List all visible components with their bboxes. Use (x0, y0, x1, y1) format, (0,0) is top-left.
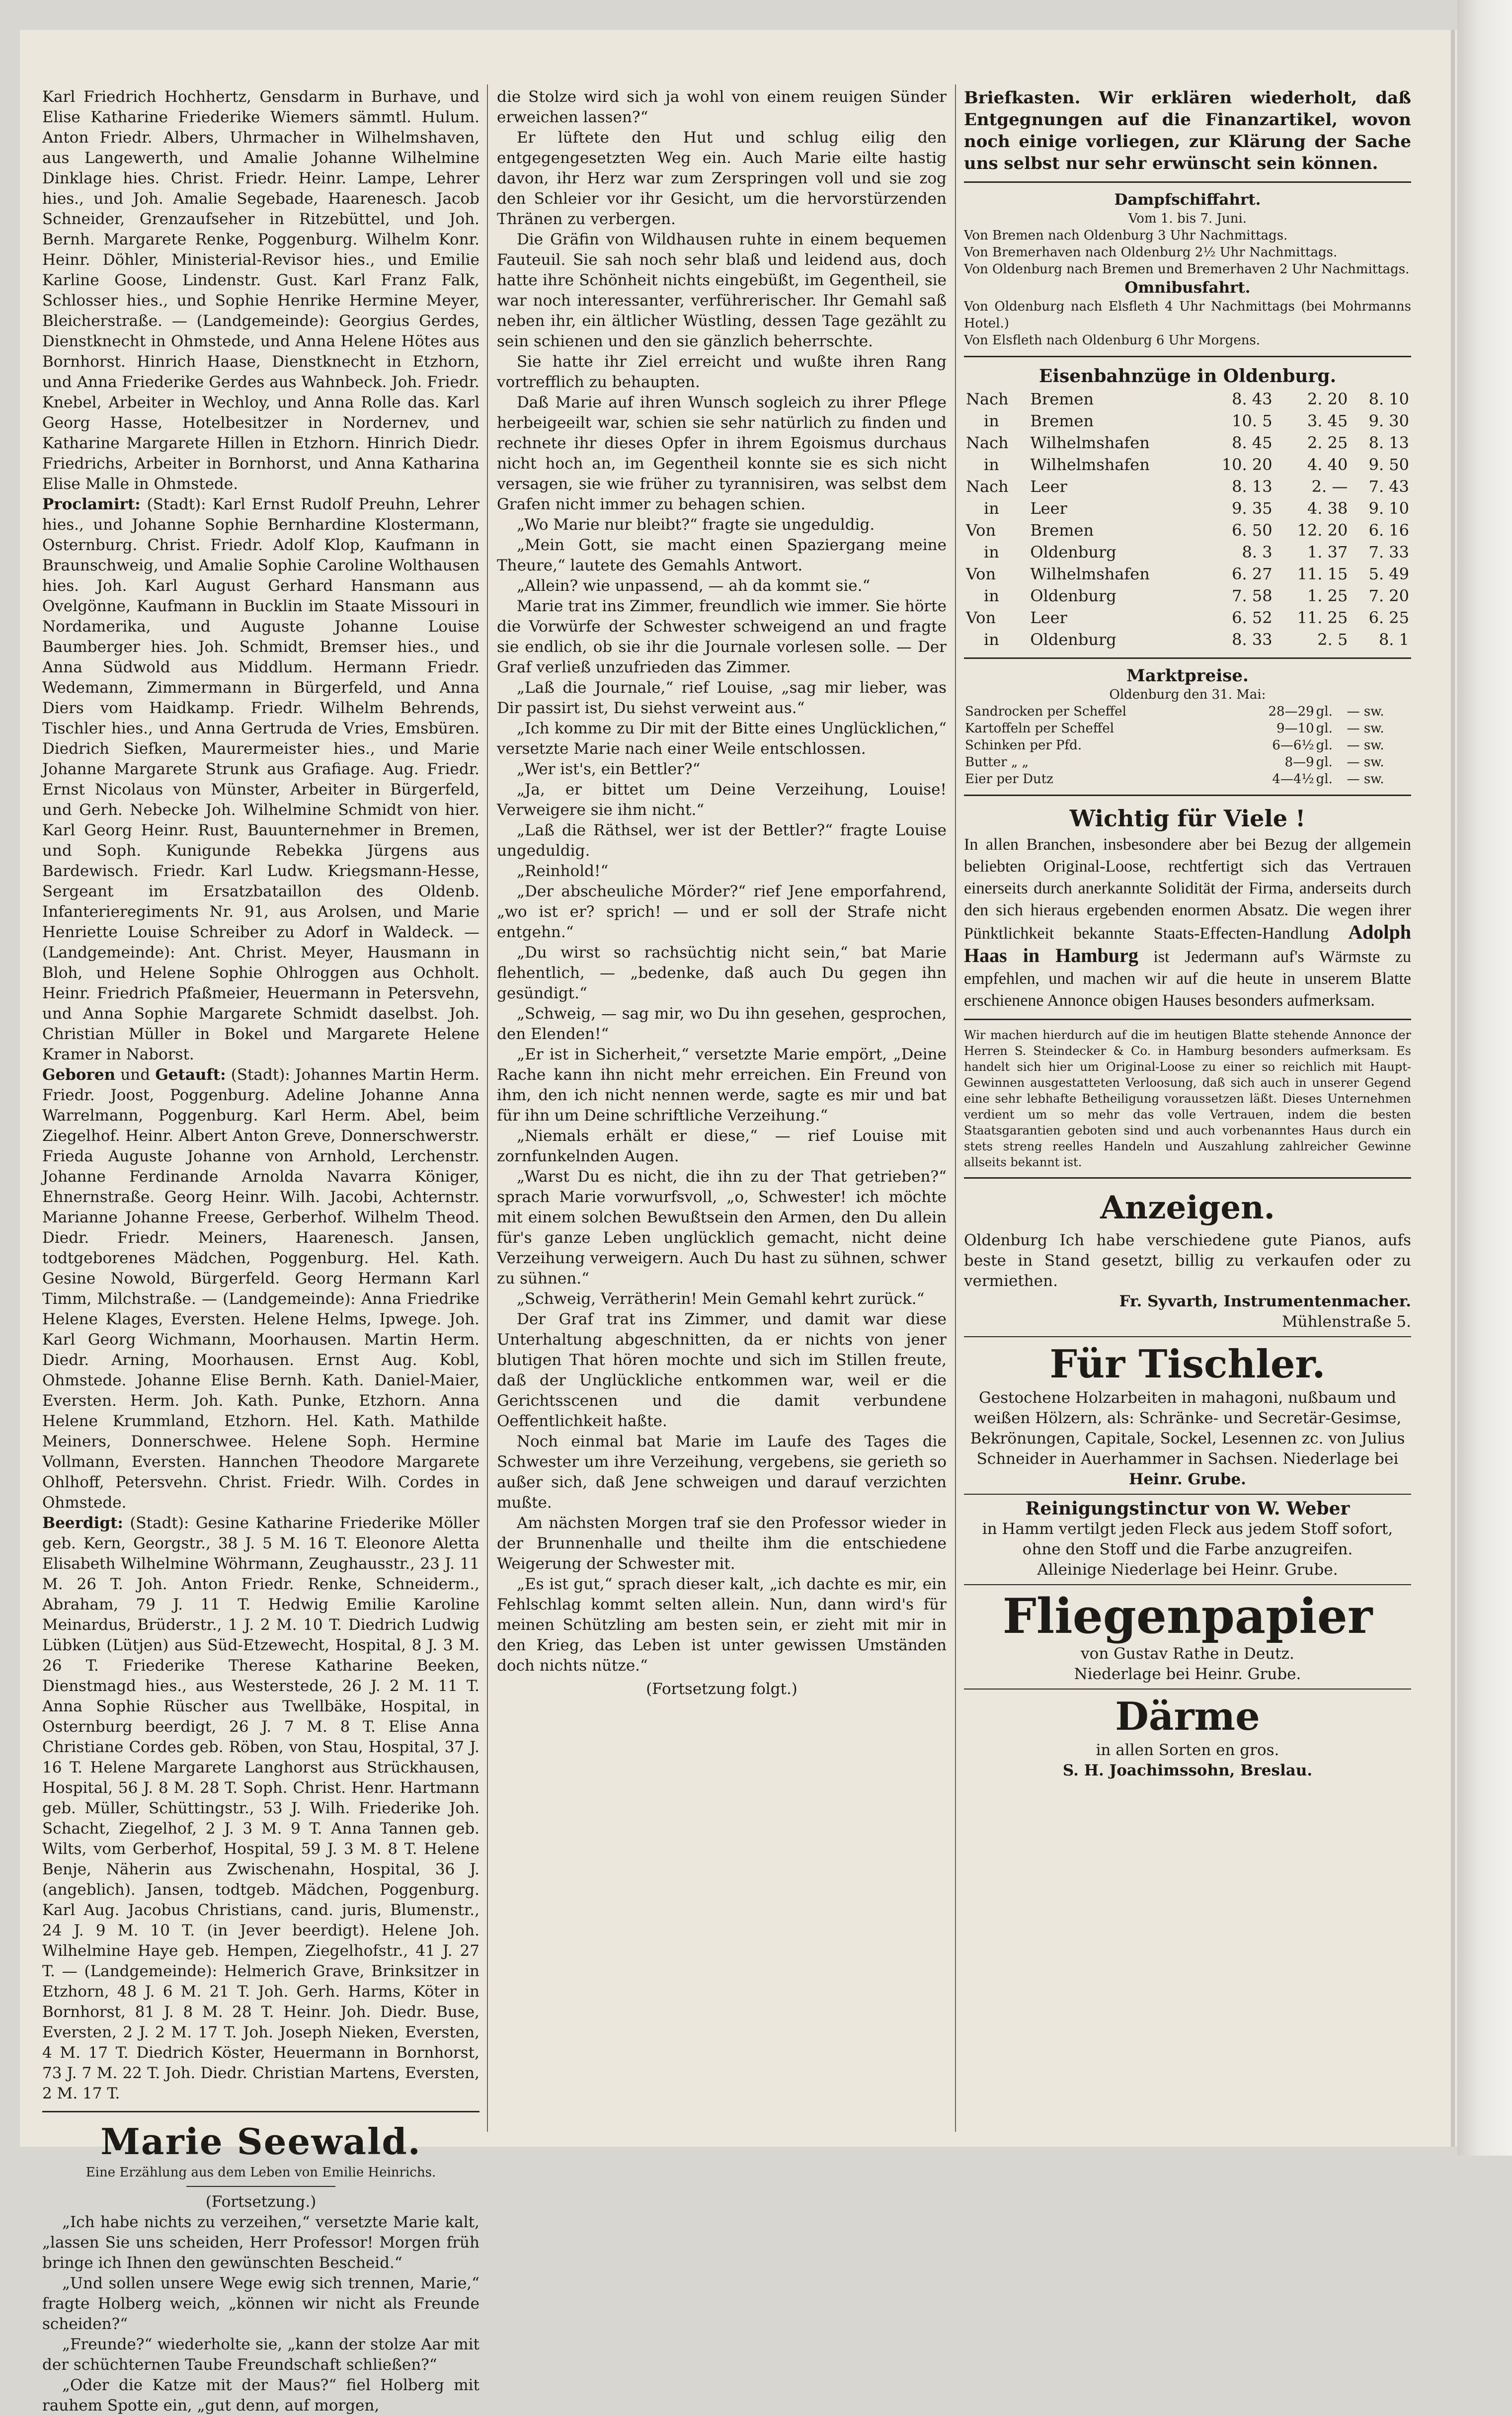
railway-cell-a: 6. 50 (1232, 521, 1273, 540)
story-paragraph: Er lüftete den Hut und schlug eilig den entgegengesetzten Weg ein. Auch Marie eilte hastig davon, ihr Herz war zum Zerspringen voll und sie zog den Schleier vor ihr Gesicht, um die hervorstürzenden Thränen zu verbergen. (497, 129, 947, 228)
railway-cell-b: 2. — (1311, 477, 1348, 496)
railway-row (964, 519, 1411, 541)
story-paragraph: Die Gräfin von Wildhausen ruhte in einem bequemen Fauteuil. Sie sah noch sehr blaß und leidend aus, doch hatte ihre Schönheit nichts eingebüßt, im Gegentheil, sie war noch interessanter, verführerischer. Ihr Gemahl saß neben ihr, ein ältlicher Wüstling, dessen Tage gezählt zu sein schienen und den sie gänzlich beherrschte. (497, 231, 947, 350)
market-cell-sw: — sw. (1347, 755, 1384, 770)
market-cell-item: Schinken per Pfd. (965, 738, 1082, 753)
railway-cell-a: 10. 20 (1221, 455, 1273, 474)
story-body (497, 87, 947, 1676)
railway-cell-place: Wilhelmshafen (1030, 455, 1150, 474)
flypaper-title: Fliegenpapier (1002, 1588, 1373, 1644)
railway-cell-pre: in (984, 455, 999, 474)
births (42, 1065, 479, 1513)
important-tail: ist Jedermann auf's Wärmste zu empfehlen, und machen wir auf die heute in unserem Blatte erschienene Annonce obigen Hauses besonders aufmerksam. (964, 948, 1412, 1010)
railway-cell-c: 6. 25 (1368, 608, 1409, 627)
railway-row (964, 629, 1411, 650)
editorial-notice: Wir machen hierdurch auf die im heutigen Blatte stehende Annonce der Herren S. Steindecker & Co. in Hamburg besonders aufmerksam. Es handelt sich hier um Original-Loose zu einer so reichlich mit Haupt-Gewinnen ausgestatteten Verloosung, daß sich auch in unserer Gegend eine sehr lebhafte Betheiligung voraussetzen läßt. Dieses Unternehmen verdient um so mehr das volle Vertrauen, indem die besten Staatsgarantien geboten sind und auch vorbenanntes Haus durch ein stets streng reelles Handeln und Auszahlung zahlreicher Gewinne allseits bekannt ist. (964, 1028, 1411, 1169)
important-body: In allen Branchen, insbesondere aber bei Bezug der allgemein beliebten Original-Loose, rechtfertigt sich das Vertrauen einerseits durch anerkannte Solidität der Firma, anderseits durch den sich hieraus ergebenden enormen Absatz. Die wegen ihrer Pünktlichkeit bekannte Staats-Effecten-Handlung (964, 835, 1411, 943)
railway-row (964, 585, 1411, 607)
railway-row (964, 410, 1411, 432)
story-paragraph: Noch einmal bat Marie im Laufe des Tages die Schwester um ihre Verzeihung, vergebens, sie gerieth so außer sich, daß Jene schweigen und darauf verzichten mußte. (497, 1433, 947, 1512)
market-row (964, 720, 1411, 737)
railway-cell-b: 3. 45 (1307, 411, 1348, 430)
carpenters-text: Gestochene Holzarbeiten in mahagoni, nußbaum und weißen Hölzern, als: Schränke- und Secretär-Gesimse, Bekrönungen, Capitale, Sockel, Lesennen zc. von Julius Schneider in Auerhammer in Sachsen. Niederlage bei (970, 1389, 1405, 1468)
births-label: Geboren (42, 1066, 116, 1084)
railway-cell-place: Wilhelmshafen (1030, 564, 1150, 583)
divider (42, 2111, 479, 2112)
pianos-ad: Oldenburg Ich habe verschiedene gute Pianos, aufs beste in Stand gesetzt, billig zu verkaufen oder zu vermiethen. (964, 1231, 1411, 1290)
market-row (964, 771, 1411, 788)
market-date: Oldenburg den 31. Mai: (1109, 687, 1266, 702)
market-cell-price: 6—6½ (1272, 738, 1314, 753)
story-paragraph: „Ja, er bittet um Deine Verzeihung, Louise! Verweigere sie ihm nicht.“ (497, 781, 947, 819)
baptisms-label: Getauft: (155, 1066, 226, 1084)
births-text: (Stadt): Johannes Martin Herm. Friedr. Joost, Poggenburg. Adeline Johanne Anna Warrelmann, Poggenburg. Karl Herm. Abel, beim Ziegelhof. Heinr. Albert Anton Greve, Donnerschwerstr. Frieda Auguste Johanne von Arnhold, Lerchenstr. Johanne Ferdinande Arnolda Navarra Königer, Ehnernstraße. Georg Heinr. Wilh. Jacobi, Achternstr. Marianne Johanne Freese, Gerberhof. Wilhelm Theod. Diedr. Friedr. Meiners, Haarenesch. Jansen, todtgeborenes Mädchen, Poggenburg. Hel. Kath. Gesine Nowold, Bürgerfeld. Georg Hermann Karl Timm, Milchstraße. — (Landgemeinde): Anna Friedrike Helene Klages, Eversten. Helene Helms, Ipwege. Joh. Karl Georg Wichmann, Moorhausen. Martin Herm. Diedr. Arning, Moorhausen. Ernst Aug. Kobl, Ohmstede. Johanne Elise Bernh. Kath. Daniel-Maier, Eversten. Herm. Joh. Kath. Punke, Etzhorn. Anna Helene Krummland, Etzhorn. Hel. Kath. Mathilde Meiners, Donnerschwee. Helene Soph. Hermine Vollmann, Eversten. Hannchen Theodore Margarete Ohlhoff, Petersvehn. Christ. Friedr. Wilh. Cordes in Ohmstede. (42, 1066, 479, 1512)
pianos-signature: Fr. Syvarth, Instrumentenmacher. (1119, 1292, 1411, 1310)
railway-row (964, 541, 1411, 563)
railway-row (964, 454, 1411, 476)
market-prices (964, 703, 1411, 788)
story-paragraph: Der Graf trat ins Zimmer, und damit war diese Unterhaltung abgeschnitten, da er nichts von jener blutigen That hören mochte und sich im Stillen freute, daß der Unglückliche entkommen war, weil er die Gerichtsscenen und die damit verbundene Oeffentlichkeit haßte. (497, 1310, 947, 1430)
burials-label: Beerdigt: (42, 1514, 123, 1532)
column-civil-register (42, 87, 480, 2415)
railway-cell-a: 6. 52 (1232, 608, 1273, 627)
railway-cell-b: 11. 15 (1297, 564, 1348, 583)
railway-cell-a: 8. 33 (1232, 630, 1273, 649)
railway-cell-a: 6. 27 (1232, 564, 1273, 583)
story-paragraph: „Mein Gott, sie macht einen Spaziergang meine Theure,“ lautete des Gemahls Antwort. (497, 536, 947, 574)
steamship-line: Von Bremen nach Oldenburg 3 Uhr Nachmittags. (964, 228, 1288, 243)
railway-cell-b: 4. 40 (1307, 455, 1348, 474)
railway-cell-c: 9. 50 (1368, 455, 1409, 474)
column-rule-2 (955, 84, 956, 2132)
railway-cell-c: 9. 30 (1368, 411, 1409, 430)
story-paragraph: Marie trat ins Zimmer, freundlich wie immer. Sie hörte die Vorwürfe der Schwester schweigend an und fragte sie endlich, ob sie ihr die Journale vorlesen solle. — Der Graf verließ unzufrieden das Zimmer. (497, 597, 947, 676)
column-rule-1 (487, 84, 488, 2132)
cleaner-signature: Alleinige Niederlage bei Heinr. Grube. (1037, 1561, 1338, 1579)
story-paragraph: „Wo Marie nur bleibt?“ fragte sie ungeduldig. (517, 516, 875, 534)
story-paragraph: „Allein? wie unpassend, — ah da kommt sie.“ (517, 577, 871, 595)
market-row (964, 754, 1411, 771)
proclamations-text: (Stadt): Karl Ernst Rudolf Preuhn, Lehrer hies., und Johanne Sophie Bernhardine Klostermann, Osternburg. Christ. Friedr. Adolf Klop, Kaufmann in Braunschweig, und Amalie Sophie Caroline Wolthausen hies. Joh. Karl August Gerhard Hansmann aus Ovelgönne, Kaufmann in Bucklin im Staate Missouri in Nordamerika, und Auguste Johanne Louise Baumberger hies. Joh. Schmidt, Bremser hies., und Anna Südwold aus Middlum. Hermann Friedr. Wedemann, Zimmermann in Bürgerfeld, und Anna Diers vom Haidkamp. Friedr. Wilhelm Behrends, Tischler hies., und Anna Gertruda de Vries, Emsbüren. Diedrich Siefken, Maurermeister hies., und Marie Johanne Margarete Strunk aus Grafiage. Aug. Friedr. Ernst Nicolaus von Münster, Arbeiter in Bürgerfeld, und Gerh. Nebecke Joh. Wilhelmine Schmidt von hier. Karl Georg Heinr. Rust, Bauunternehmer in Bremen, und Soph. Kunigunde Rebekka Jürgens aus Bardewisch. Friedr. Karl Ludw. Kriegsmann-Hesse, Sergeant im Ersatzbataillon des Oldenb. Infanterieregiments Nr. 91, aus Arolsen, und Marie Henriette Louise Schreiber zu Adorf in Waldeck. — (Landgemeinde): Ant. Christ. Meyer, Hausmann in Bloh, und Helene Sophie Ohlroggen aus Ochholt. Heinr. Friedrich Pfaßmeier, Heuermann in Petersvehn, und Anna Sophie Margarete Schmidt daselbst. Joh. Christian Müller in Bokel und Margarete Helene Kramer in Naborst. (42, 495, 479, 1063)
railway-cell-place: Leer (1030, 477, 1067, 496)
cleaner-title: Reinigungstinctur von W. Weber (1025, 1498, 1350, 1519)
railway-cell-place: Bremen (1030, 411, 1094, 430)
market-title: Marktpreise. (1126, 666, 1249, 686)
carpenters-title: Für Tischler. (1049, 1342, 1326, 1387)
railway-cell-c: 8. 1 (1378, 630, 1409, 649)
railway-cell-pre: Von (966, 521, 996, 540)
railway-row (964, 476, 1411, 497)
railway-cell-b: 11. 25 (1297, 608, 1348, 627)
railway-cell-b: 2. 5 (1317, 630, 1348, 649)
market-cell-sw: — sw. (1347, 721, 1384, 736)
important-title: Wichtig für Viele ! (1069, 805, 1306, 832)
railway-row (964, 607, 1411, 629)
story-subtitle: Eine Erzählung aus dem Leben von Emilie Heinrichs. (85, 2165, 436, 2180)
railway-cell-b: 2. 20 (1307, 390, 1348, 408)
railway-cell-c: 7. 33 (1368, 543, 1409, 562)
story-paragraph: die Stolze wird sich ja wohl von einem reuigen Sünder erweichen lassen?“ (497, 88, 947, 126)
story-paragraph: „Oder die Katze mit der Maus?“ fiel Holberg mit rauhem Spotte ein, „gut denn, auf morgen, (42, 2376, 479, 2415)
railway-cell-c: 6. 16 (1368, 521, 1409, 540)
story-paragraph: „Warst Du es nicht, die ihn zu der That getrieben?“ sprach Marie vorwurfsvoll, „o, Schwester! ich möchte mit einem solchen Bewußtsein den Armen, den Du allein für's ganze Leben unglücklich gemacht, nicht deine Verzeihung verweigern. Auch Du hast zu sühnen, schwer zu sühnen.“ (497, 1168, 947, 1288)
market-cell-price: 28—29 (1268, 704, 1314, 719)
railway-row (964, 563, 1411, 585)
story-paragraph: „Wer ist's, ein Bettler?“ (517, 760, 701, 778)
railway-title: Eisenbahnzüge in Oldenburg. (1038, 366, 1337, 387)
story-paragraph: „Er ist in Sicherheit,“ versetzte Marie empört, „Deine Rache kann ihn nicht mehr erreichen. Ein Freund von ihm, den ich nicht nennen werde, sagte es mir und bat für ihn um Deine schriftliche Verzeihung.“ (497, 1046, 947, 1125)
market-cell-price: 8—9 (1284, 755, 1314, 770)
railway-cell-b: 12. 20 (1297, 521, 1348, 540)
divider (964, 181, 1411, 183)
market-cell-sw: — sw. (1347, 772, 1384, 787)
railway-cell-pre: in (984, 586, 999, 605)
railway-cell-b: 2. 25 (1307, 433, 1348, 452)
railway-cell-pre: in (984, 630, 999, 649)
railway-cell-a: 8. 13 (1232, 477, 1273, 496)
letterbox-text: Wir erklären wiederholt, daß Entgegnungen auf die Finanzartikel, wovon noch einige vorliegen, zur Klärung der Sache uns selbst nur sehr erwünscht sein können. (964, 88, 1411, 173)
railway-cell-a: 8. 43 (1232, 390, 1273, 408)
market-cell-sw: — sw. (1347, 738, 1384, 753)
railway-cell-c: 8. 13 (1368, 433, 1409, 452)
omnibus-line: Von Oldenburg nach Elsfleth 4 Uhr Nachmittags (bei Mohrmanns Hotel.) (964, 299, 1411, 331)
pianos-address: Mühlenstraße 5. (1281, 1313, 1411, 1331)
railway-cell-place: Bremen (1030, 521, 1094, 540)
burials-text: (Stadt): Gesine Katharine Friederike Möller geb. Kern, Georgstr., 38 J. 5 M. 16 T. Eleonore Aletta Elisabeth Wilhelmine Wöhrmann, Zeughausstr., 23 J. 11 M. 26 T. Joh. Anton Friedr. Renke, Schneiderm., Abraham, 79 J. 11 T. Hedwig Emilie Karoline Meinardus, Brüderstr., 1 J. 2 M. 10 T. Diedrich Ludwig Lübken (Lütjen) aus Süd-Etzewecht, Hospital, 8 J. 3 M. 26 T. Friederike Therese Katharine Beeken, Dienstmagd hies., aus Westerstede, 26 J. 2 M. 11 T. Anna Sophie Rüscher aus Twellbäke, Hospital, in Osternburg beerdigt, 26 J. 7 M. 8 T. Elise Anna Christiane Cordes geb. Röben, von Stau, Hospital, 37 J. 16 T. Helene Margarete Langhorst aus Strückhausen, Hospital, 56 J. 8 M. 28 T. Soph. Christ. Henr. Hartmann geb. Müller, Schüttingstr., 53 J. Wilh. Friederike Joh. Schacht, Ziegelhof, 2 J. 3 M. 9 T. Anna Tannen geb. Wilts, vom Gerberhof, Hospital, 59 J. 3 M. 8 T. Helene Benje, Näherin aus Zwischenahn, Hospital, 36 J. (angeblich). Jansen, todtgeb. Mädchen, Poggenburg. Karl Aug. Jacobus Christians, cand. juris, Blumenstr., 24 J. 9 M. 10 T. (in Jever beerdigt). Helene Joh. Wilhelmine Haye geb. Hempen, Ziegelhofstr., 41 J. 27 T. — (Landgemeinde): Helmerich Grave, Brinksitzer in Etzhorn, 48 J. 6 M. 21 T. Joh. Gerh. Harms, Köter in Bornhorst, 81 J. 8 M. 28 T. Heinr. Joh. Diedr. Buse, Eversten, 2 J. 2 M. 17 T. Joh. Joseph Nieken, Eversten, 4 M. 17 T. Diedrich Köster, Heuermann in Bornhorst, 73 J. 7 M. 22 T. Joh. Diedr. Christian Martens, Eversten, 2 M. 17 T. (42, 1514, 480, 2102)
divider (964, 1494, 1411, 1495)
market-cell-unit: gl. (1316, 755, 1333, 770)
railway-timetable (964, 388, 1411, 650)
proclamations (42, 494, 479, 1065)
story-paragraph: „Schweig, Verrätherin! Mein Gemahl kehrt zurück.“ (517, 1290, 925, 1308)
story-paragraph: „Schweig, — sag mir, wo Du ihn gesehen, gesprochen, den Elenden!“ (497, 1005, 947, 1043)
short-divider (186, 2186, 335, 2187)
story-paragraph: „Freunde?“ wiederholte sie, „kann der stolze Aar mit der schüchternen Taube Freundschaft schließen?“ (42, 2335, 479, 2374)
flypaper-signature: Niederlage bei Heinr. Grube. (1074, 1665, 1301, 1683)
casings-title: Därme (1115, 1694, 1260, 1739)
story-paragraph: „Du wirst so rachsüchtig nicht sein,“ bat Marie flehentlich, — „bedenke, daß auch Du gegen ihn gesündigt.“ (497, 944, 947, 1002)
market-cell-item: Eier per Dutz (965, 772, 1053, 787)
railway-cell-pre: in (984, 499, 999, 518)
important-firm: Adolph Haas in Hamburg (964, 921, 1412, 966)
railway-cell-b: 4. 38 (1307, 499, 1348, 518)
railway-cell-place: Oldenburg (1030, 586, 1116, 605)
railway-cell-c: 8. 10 (1368, 390, 1409, 408)
steamship-line: Von Oldenburg nach Bremen und Bremerhaven 2 Uhr Nachmittags. (964, 262, 1410, 277)
column-story (497, 87, 947, 2139)
story-continuation: (Fortsetzung.) (205, 2193, 317, 2211)
railway-cell-a: 7. 58 (1232, 586, 1273, 605)
divider (964, 1584, 1411, 1585)
railway-cell-pre: Nach (966, 390, 1009, 408)
story-paragraph: „Und sollen unsere Wege ewig sich trennen, Marie,“ fragte Holberg weich, „können wir nicht als Freunde scheiden?“ (42, 2274, 479, 2333)
ads-title: Anzeigen. (1100, 1189, 1275, 1226)
market-cell-unit: gl. (1316, 738, 1333, 753)
market-cell-price: 9—10 (1276, 721, 1314, 736)
burials (42, 1513, 479, 2104)
divider (964, 1019, 1411, 1020)
story-paragraph: „Ich habe nichts zu verzeihen,“ versetzte Marie kalt, „lassen Sie uns scheiden, Herr Professor! Morgen früh bringe ich Ihnen den gewünschten Bescheid.“ (42, 2213, 479, 2272)
omnibus-line: Von Elsfleth nach Oldenburg 6 Uhr Morgens. (964, 333, 1261, 348)
railway-cell-pre: Von (966, 608, 996, 627)
market-cell-item: Butter „ „ (965, 755, 1029, 770)
railway-cell-place: Bremen (1030, 390, 1094, 408)
railway-cell-c: 7. 43 (1368, 477, 1409, 496)
railway-cell-c: 7. 20 (1368, 586, 1409, 605)
divider (964, 1177, 1411, 1179)
steamship-dates: Vom 1. bis 7. Juni. (1128, 211, 1247, 226)
story-to-be-continued: (Fortsetzung folgt.) (646, 1680, 797, 1698)
births-and: und (120, 1066, 151, 1084)
railway-row (964, 388, 1411, 410)
casings-signature: S. H. Joachimssohn, Breslau. (1062, 1762, 1313, 1779)
omnibus-title: Omnibusfahrt. (1124, 279, 1251, 297)
story-paragraph: „Es ist gut,“ sprach dieser kalt, „ich dachte es mir, ein Fehlschlag kommt selten allein. Nun, dann wird's für meinen Schützling am besten sein, er zieht mit mir in den Krieg, das Leben ist unter gewissen Umständen doch nichts nütze.“ (497, 1575, 947, 1675)
railway-cell-a: 10. 5 (1232, 411, 1273, 430)
railway-cell-pre: Von (966, 564, 996, 583)
important-text (964, 834, 1411, 1012)
casings-text: in allen Sorten en gros. (1096, 1741, 1279, 1759)
railway-cell-b: 1. 37 (1307, 543, 1348, 562)
railway-cell-c: 5. 49 (1368, 564, 1409, 583)
market-cell-unit: gl. (1316, 704, 1333, 719)
railway-cell-pre: Nach (966, 433, 1009, 452)
market-cell-price: 4—4½ (1272, 772, 1314, 787)
railway-row (964, 497, 1411, 519)
story-paragraph: „Ich komme zu Dir mit der Bitte eines Unglücklichen,“ versetzte Marie nach einer Weile entschlossen. (497, 720, 947, 758)
story-paragraph: Am nächsten Morgen traf sie den Professor wieder in der Brunnenhalle und theilte ihm die entschiedene Weigerung der Schwester mit. (497, 1514, 947, 1573)
market-row (964, 703, 1411, 720)
railway-cell-pre: in (984, 411, 999, 430)
story-title: Marie Seewald. (100, 2120, 421, 2163)
railway-cell-a: 8. 45 (1232, 433, 1273, 452)
story-paragraph: „Laß die Räthsel, wer ist der Bettler?“ fragte Louise ungeduldig. (497, 821, 947, 860)
market-row (964, 737, 1411, 754)
railway-cell-place: Wilhelmshafen (1030, 433, 1150, 452)
railway-cell-place: Oldenburg (1030, 543, 1116, 562)
railway-cell-place: Leer (1030, 499, 1067, 518)
story-paragraph: „Reinhold!“ (517, 862, 609, 880)
carpenters-signature: Heinr. Grube. (1129, 1470, 1246, 1488)
railway-cell-c: 9. 10 (1368, 499, 1409, 518)
divider (964, 356, 1411, 357)
market-cell-sw: — sw. (1347, 704, 1384, 719)
divider (964, 1336, 1411, 1337)
railway-cell-place: Leer (1030, 608, 1067, 627)
marriages-intro: Karl Friedrich Hochhertz, Gensdarm in Burhave, und Elise Katharine Friederike Wiemers sämmtl. Hulum. Anton Friedr. Albers, Uhrmacher in Wilhelmshaven, aus Langewerth, und Amalie Johanne Wilhelmine Dinklage hies. Christ. Friedr. Heinr. Lampe, Lehrer hies., und Joh. Amalie Segebade, Haarenesch. Jacob Schneider, Grenzaufseher in Ritzebüttel, und Joh. Bernh. Margarete Renke, Poggenburg. Wilhelm Konr. Heinr. Döhler, Ministerial-Revisor hies., und Emilie Karline Goose, Lindenstr. Gust. Karl Franz Falk, Schlosser hies., und Sophie Henrike Hermine Meyer, Bleicherstraße. — (Landgemeinde): Georgius Gerdes, Dienstknecht in Ohmstede, und Anna Helene Hötes aus Bornhorst. Hinrich Haase, Dienstknecht in Etzhorn, und Anna Friederike Gerdes aus Wahnbeck. Joh. Friedr. Knebel, Arbeiter in Wechloy, und Anna Rolle das. Karl Georg Hasse, Hotelbesitzer in Nordernev, und Katharine Margarete Hillen in Etzhorn. Hinrich Diedr. Friedrichs, Arbeiter in Bornhorst, und Anna Katharina Elise Malle in Ohmstede. (42, 88, 479, 493)
story-paragraph: „Laß die Journale,“ rief Louise, „sag mir lieber, was Dir passirt ist, Du siehst verweint aus.“ (497, 679, 947, 717)
railway-cell-place: Oldenburg (1030, 630, 1116, 649)
cleaner-text: in Hamm vertilgt jeden Fleck aus jedem Stoff sofort, ohne den Stoff und die Farbe anzugreifen. (982, 1520, 1393, 1558)
story-paragraph: „Der abscheuliche Mörder?“ rief Jene emporfahrend, „wo ist er? sprich! — und er soll der Strafe nicht entgehn.“ (497, 883, 947, 941)
divider (964, 795, 1411, 796)
proclamations-label: Proclamirt: (42, 495, 141, 513)
railway-cell-pre: in (984, 543, 999, 562)
letterbox-label: Briefkasten. (964, 88, 1081, 108)
steamship-title: Dampfschiffahrt. (1114, 191, 1261, 209)
railway-cell-a: 8. 3 (1242, 543, 1273, 562)
market-cell-unit: gl. (1316, 772, 1333, 787)
page-edge (1457, 0, 1512, 2156)
story-paragraph: Sie hatte ihr Ziel erreicht und wußte ihren Rang vortrefflich zu behaupten. (497, 353, 947, 391)
railway-cell-b: 1. 25 (1307, 586, 1348, 605)
market-cell-item: Sandrocken per Scheffel (965, 704, 1126, 719)
column-notices (964, 87, 1411, 2139)
market-cell-unit: gl. (1316, 721, 1333, 736)
railway-row (964, 432, 1411, 454)
newspaper-page (20, 30, 1451, 2415)
flypaper-text: von Gustav Rathe in Deutz. (1081, 1645, 1294, 1663)
railway-cell-pre: Nach (966, 477, 1009, 496)
story-paragraph: „Niemals erhält er diese,“ — rief Louise mit zornfunkelnden Augen. (497, 1127, 947, 1165)
divider (964, 1689, 1411, 1690)
steamship-line: Von Bremerhaven nach Oldenburg 2½ Uhr Nachmittags. (964, 245, 1338, 260)
letterbox (964, 87, 1411, 174)
railway-cell-a: 9. 35 (1232, 499, 1273, 518)
divider (964, 657, 1411, 659)
market-cell-item: Kartoffeln per Scheffel (965, 721, 1114, 736)
story-paragraph: Daß Marie auf ihren Wunsch sogleich zu ihrer Pflege herbeigeeilt war, schien sie sehr natürlich zu finden und rechnete ihr dieses Opfer in ihrem Egoismus durchaus nicht hoch an, im Gegentheil konnte sie es sich nicht versagen, sie wie früher zu tyrannisiren, was selbst dem Grafen nicht immer zu behagen schien. (497, 394, 947, 513)
